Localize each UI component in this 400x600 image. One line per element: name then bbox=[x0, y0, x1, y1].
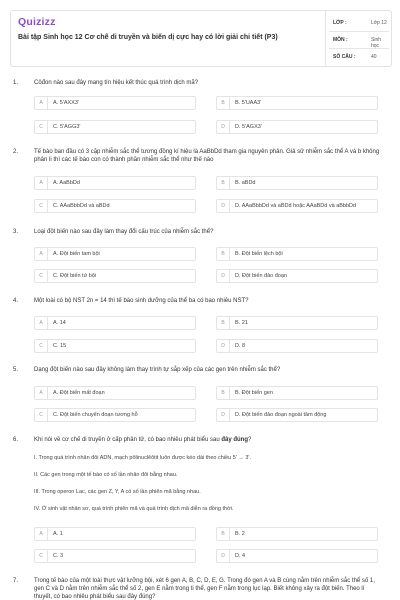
question-7 bbox=[10, 577, 390, 600]
option-text: C. Đột biến tứ bội bbox=[53, 273, 97, 279]
option-text: B. 5'UAA3' bbox=[235, 100, 262, 106]
question-5 bbox=[10, 366, 390, 374]
option-letter: A bbox=[35, 97, 48, 109]
option-letter: C bbox=[35, 550, 48, 562]
question-text: Dạng đột biến nào sau đây không làm thay trình tự sắp xếp của các gen trên nhiễm sắc thể? bbox=[34, 367, 281, 373]
question-3 bbox=[10, 228, 390, 236]
option-d[interactable] bbox=[216, 120, 378, 134]
option-letter: C bbox=[35, 409, 48, 421]
statement-4: IV. Ở sinh vật nhân sơ, quá trình phiên mã và quá trình dịch mã diễn ra đồng thời. bbox=[34, 506, 234, 512]
question-text: Tế bào ban đầu có 3 cặp nhiễm sắc thể tương đồng kí hiệu là AaBbDd tham gia nguyên phân. Giả sử nhiễm sắc thể A và b không phân li thì các tế bào con có thành phần nhiễm sắc thể như thế nào bbox=[34, 149, 380, 163]
option-text: A. 5'AXX3' bbox=[53, 100, 79, 106]
option-text: C. AAaBbbDd và aBDd bbox=[53, 203, 110, 209]
option-b[interactable] bbox=[216, 176, 378, 190]
meta-row-class bbox=[329, 15, 389, 32]
option-text: D. 4 bbox=[235, 553, 246, 559]
option-b[interactable] bbox=[216, 527, 378, 541]
document-title: Bài tập Sinh học 12 Cơ chế di truyền và biến dị cực hay có lời giải chi tiết (P3) bbox=[18, 34, 278, 41]
question-text-end: ? bbox=[248, 437, 252, 443]
option-text: B. 2 bbox=[235, 531, 245, 537]
option-text: A. AaBbDd bbox=[53, 180, 80, 186]
option-d[interactable] bbox=[216, 269, 378, 283]
statement-1: I. Trong quá trình nhân đôi ADN, mạch pôlinuclêôtit luôn được kéo dài theo chiều 5' → 3'. bbox=[34, 455, 251, 461]
meta-row-subject bbox=[329, 32, 389, 49]
option-b[interactable] bbox=[216, 386, 378, 400]
option-letter: D bbox=[217, 340, 230, 352]
option-c[interactable] bbox=[34, 269, 196, 283]
option-text: D. Đột biến đảo đoạn bbox=[235, 273, 287, 279]
meta-value: Lớp 12 bbox=[371, 20, 387, 26]
option-letter: D bbox=[217, 550, 230, 562]
option-letter: A bbox=[35, 317, 48, 329]
option-c[interactable] bbox=[34, 339, 196, 353]
option-c[interactable] bbox=[34, 549, 196, 563]
option-letter: B bbox=[217, 387, 230, 399]
option-text: C. 3 bbox=[53, 553, 64, 559]
question-text bbox=[34, 436, 384, 444]
option-text: B. aBDd bbox=[235, 180, 256, 186]
question-number: 2. bbox=[13, 149, 19, 155]
option-a[interactable] bbox=[34, 96, 196, 110]
question-text-start: Khi nói về cơ chế di truyền ở cấp phân tử, có bao nhiêu phát biểu sau bbox=[34, 437, 222, 443]
question-number: 5. bbox=[13, 367, 19, 373]
option-letter: B bbox=[217, 528, 230, 540]
option-text: C. 15 bbox=[53, 343, 67, 349]
option-text: B. Đột biến gen bbox=[235, 390, 273, 396]
option-text: C. Đột biến chuyển đoạn tương hỗ bbox=[53, 412, 138, 418]
option-letter: B bbox=[217, 317, 230, 329]
meta-key: LỚP : bbox=[333, 20, 347, 26]
quizizz-logo[interactable]: Quizizz bbox=[18, 16, 56, 28]
option-text: D. 8 bbox=[235, 343, 246, 349]
option-c[interactable] bbox=[34, 199, 196, 213]
option-text: B. Đột biến lệch bội bbox=[235, 251, 283, 257]
question-1 bbox=[10, 79, 390, 87]
option-d[interactable] bbox=[216, 199, 378, 213]
question-text-emphasis: đây đúng bbox=[221, 437, 249, 443]
option-text: D. Đột biến đảo đoạn ngoài tâm động bbox=[235, 412, 327, 418]
option-text: D. 5'AGX3' bbox=[235, 124, 262, 130]
question-text: Trong tế bào của một loài thực vật lưỡng bội, xét 6 gen A, B, C, D, E, G. Trong đó gen A và B cùng nằm trên nhiễm sắc thể số 1, gen C và D nằm trên nhiễm sắc thể số 2, gen E nằm trong ti thể, gen F nằm trong lục lạp. Biết không xảy ra đột biến. Theo lí thuyết, có bao nhiêu phát biểu sau đây đúng? bbox=[34, 578, 375, 600]
option-a[interactable] bbox=[34, 176, 196, 190]
option-text: A. Đột biến mất đoạn bbox=[53, 390, 105, 396]
option-text: D. AAaBbbDd và aBDd hoặc AAaBDd và aBbbDd bbox=[235, 203, 357, 209]
question-number: 6. bbox=[13, 437, 19, 443]
document-header bbox=[10, 10, 392, 67]
question-number: 7. bbox=[13, 578, 19, 584]
option-text: B. 21 bbox=[235, 320, 248, 326]
question-text: Một loài có bộ NST 2n = 14 thì tế bào sinh dưỡng của thể ba có bao nhiêu NST? bbox=[34, 298, 249, 304]
meta-key: SỐ CÂU : bbox=[333, 54, 356, 60]
question-6 bbox=[10, 436, 390, 444]
option-a[interactable] bbox=[34, 247, 196, 261]
meta-table bbox=[329, 15, 389, 65]
option-b[interactable] bbox=[216, 247, 378, 261]
option-text: A. 14 bbox=[53, 320, 66, 326]
question-number: 1. bbox=[13, 80, 19, 86]
option-a[interactable] bbox=[34, 316, 196, 330]
option-letter: D bbox=[217, 121, 230, 133]
option-letter: A bbox=[35, 387, 48, 399]
option-letter: C bbox=[35, 121, 48, 133]
meta-value: Sinh học bbox=[371, 37, 382, 49]
option-d[interactable] bbox=[216, 339, 378, 353]
option-b[interactable] bbox=[216, 96, 378, 110]
option-letter: B bbox=[217, 97, 230, 109]
option-letter: A bbox=[35, 248, 48, 260]
question-4 bbox=[10, 297, 390, 305]
question-text: Loại đột biến nào sau đây làm thay đổi cấu trúc của nhiễm sắc thể? bbox=[34, 229, 214, 235]
option-letter: A bbox=[35, 528, 48, 540]
question-text: Côđon nào sau đây mang tín hiệu kết thúc quá trình dịch mã? bbox=[34, 80, 199, 86]
option-letter: D bbox=[217, 200, 230, 212]
option-letter: B bbox=[217, 248, 230, 260]
header-divider bbox=[325, 11, 326, 66]
option-letter: A bbox=[35, 177, 48, 189]
option-text: A. 1 bbox=[53, 531, 63, 537]
option-text: A. Đột biến tam bội bbox=[53, 251, 100, 257]
option-letter: D bbox=[217, 409, 230, 421]
meta-key: MÔN : bbox=[333, 37, 348, 43]
statement-2: II. Các gen trong một tế bào có số lần nhân đôi bằng nhau. bbox=[34, 472, 178, 478]
option-letter: B bbox=[217, 177, 230, 189]
option-letter: C bbox=[35, 200, 48, 212]
option-a[interactable] bbox=[34, 386, 196, 400]
statement-3: III. Trong operon Lac, các gen Z, Y, A có số lần phiên mã bằng nhau. bbox=[34, 489, 201, 495]
option-text: C. 5'AGG3' bbox=[53, 124, 81, 130]
option-d[interactable] bbox=[216, 408, 378, 422]
question-2 bbox=[10, 148, 390, 164]
option-letter: C bbox=[35, 340, 48, 352]
option-b[interactable] bbox=[216, 316, 378, 330]
option-d[interactable] bbox=[216, 549, 378, 563]
question-number: 3. bbox=[13, 229, 19, 235]
question-number: 4. bbox=[13, 298, 19, 304]
meta-value: 40 bbox=[371, 54, 377, 60]
option-letter: D bbox=[217, 270, 230, 282]
option-c[interactable] bbox=[34, 120, 196, 134]
option-letter: C bbox=[35, 270, 48, 282]
option-c[interactable] bbox=[34, 408, 196, 422]
option-a[interactable] bbox=[34, 527, 196, 541]
meta-row-count bbox=[329, 49, 389, 65]
